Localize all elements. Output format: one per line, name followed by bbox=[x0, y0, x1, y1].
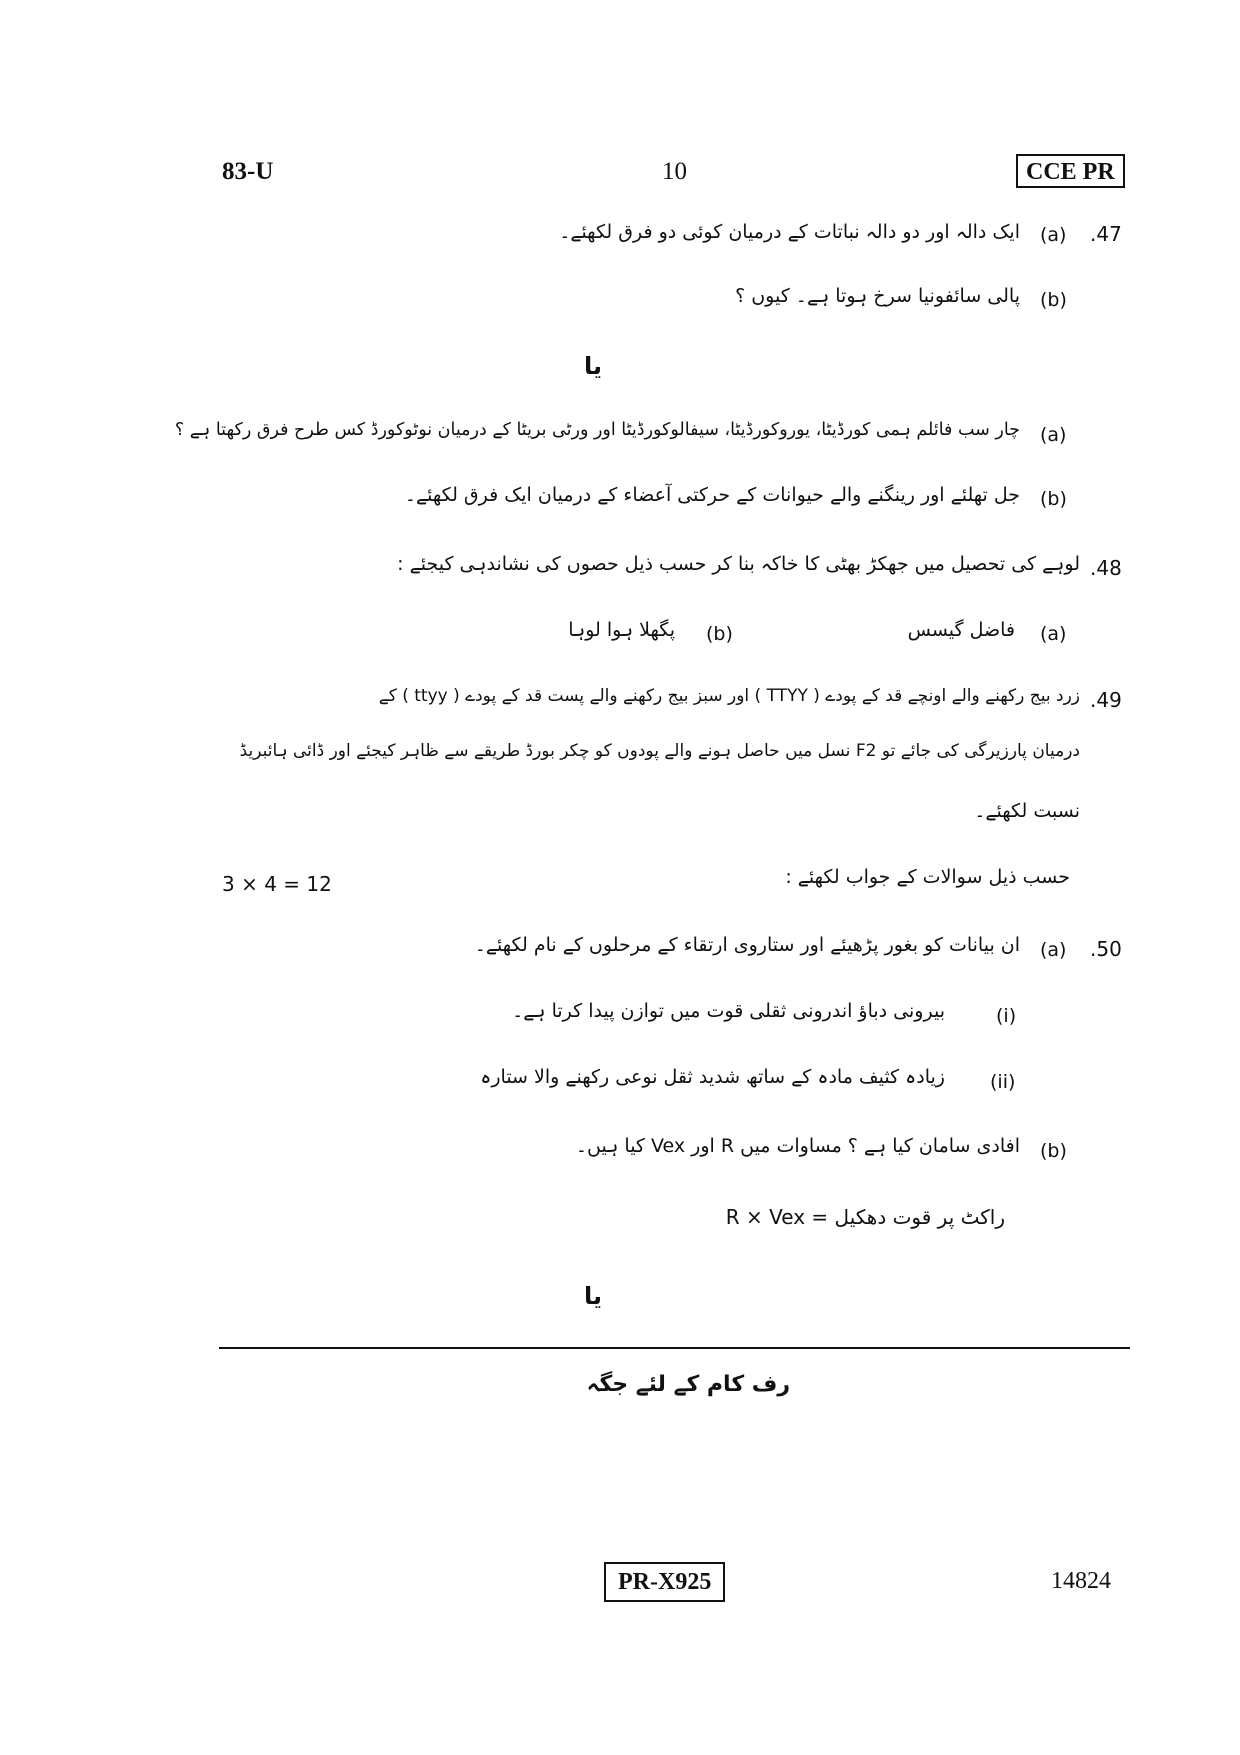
q47-alt-a-text: چار سب فائلم ہمی کورڈیٹا، یوروکورڈیٹا، سیفالوکورڈیٹا اور ورٹی بریٹا کے درمیان نوٹوکورڈ کس طرح فرق رکھتا ہے ؟ bbox=[174, 420, 1020, 440]
q47-a-label: (a) bbox=[1040, 224, 1067, 246]
q47-alt-b-text: جل تھلئے اور رینگنے والے حیوانات کے حرکتی آعضاء کے درمیان ایک فرق لکھئے۔ bbox=[404, 484, 1020, 506]
serial-number: 14824 bbox=[1051, 1568, 1111, 1594]
q48-b-label: (b) bbox=[706, 623, 733, 645]
q47-b-text: پالی سائفونیا سرخ ہوتا ہے۔ کیوں ؟ bbox=[735, 285, 1020, 307]
q47-alt-a-label: (a) bbox=[1040, 424, 1067, 446]
section-instruction: حسب ذیل سوالات کے جواب لکھئے : bbox=[785, 866, 1070, 888]
q50-a-label: (a) bbox=[1040, 939, 1067, 961]
rough-work-heading: رف کام کے لئے جگہ bbox=[586, 1372, 790, 1397]
q50-b-text: افادی سامان کیا ہے ؟ مساوات میں R اور Vex کیا ہیں۔ bbox=[575, 1135, 1020, 1157]
q47-alt-b-label: (b) bbox=[1040, 488, 1067, 510]
page-number: 10 bbox=[662, 158, 687, 185]
or-separator-2: یا bbox=[584, 1282, 603, 1310]
q47-a-text: ایک دالہ اور دو دالہ نباتات کے درمیان کوئی دو فرق لکھئے۔ bbox=[559, 221, 1020, 243]
q48-a-text: فاضل گیسس bbox=[907, 619, 1015, 641]
q48-b-text: پگھلا ہوا لوہا bbox=[568, 619, 675, 641]
q50-a-text: ان بیانات کو بغور پڑھیئے اور ستاروی ارتقاء کے مرحلوں کے نام لکھئے۔ bbox=[474, 934, 1020, 956]
q50-b-label: (b) bbox=[1040, 1140, 1067, 1162]
question-47-number: .47 bbox=[1090, 222, 1122, 246]
q50-ii-text: زیادہ کثیف مادہ کے ساتھ شدید ثقل نوعی رکھنے والا ستارہ bbox=[480, 1066, 945, 1088]
q49-line-2: درمیان پارزیرگی کی جائے تو F2 نسل میں حاصل ہونے والے پودوں کو چکر بورڈ طریقے سے ظاہر کیجئے اور ڈائی ہائبریڈ bbox=[239, 741, 1080, 761]
question-50-number: .50 bbox=[1090, 937, 1122, 961]
q50-i-label: (i) bbox=[996, 1005, 1017, 1027]
question-48-number: .48 bbox=[1090, 556, 1122, 580]
q50-equation: راکٹ پر قوت دھکیل = R × Vex bbox=[725, 1205, 1005, 1229]
paper-code-label: 83-U bbox=[222, 158, 274, 185]
q47-b-label: (b) bbox=[1040, 289, 1067, 311]
section-marks: 3 × 4 = 12 bbox=[222, 872, 332, 896]
q50-ii-label: (ii) bbox=[990, 1071, 1016, 1093]
series-badge: CCE PR bbox=[1016, 154, 1125, 188]
question-49-number: .49 bbox=[1090, 688, 1122, 712]
paper-code-badge: PR-X925 bbox=[604, 1562, 725, 1602]
q49-line-1: زرد بیج رکھنے والے اونچے قد کے پودے ( TTYY ) اور سبز بیج رکھنے والے پست قد کے پودے ( ttyy ) کے bbox=[378, 686, 1080, 706]
or-separator-1: یا bbox=[584, 352, 603, 380]
q49-line-3: نسبت لکھئے۔ bbox=[974, 800, 1080, 822]
q48-a-label: (a) bbox=[1040, 623, 1067, 645]
q48-text: لوہے کی تحصیل میں جھکڑ بھٹی کا خاکہ بنا کر حسب ذیل حصوں کی نشاندہی کیجئے : bbox=[397, 553, 1080, 575]
rough-work-divider bbox=[219, 1347, 1130, 1349]
q50-i-text: بیرونی دباؤ اندرونی ثقلی قوت میں توازن پیدا کرتا ہے۔ bbox=[512, 1000, 945, 1022]
